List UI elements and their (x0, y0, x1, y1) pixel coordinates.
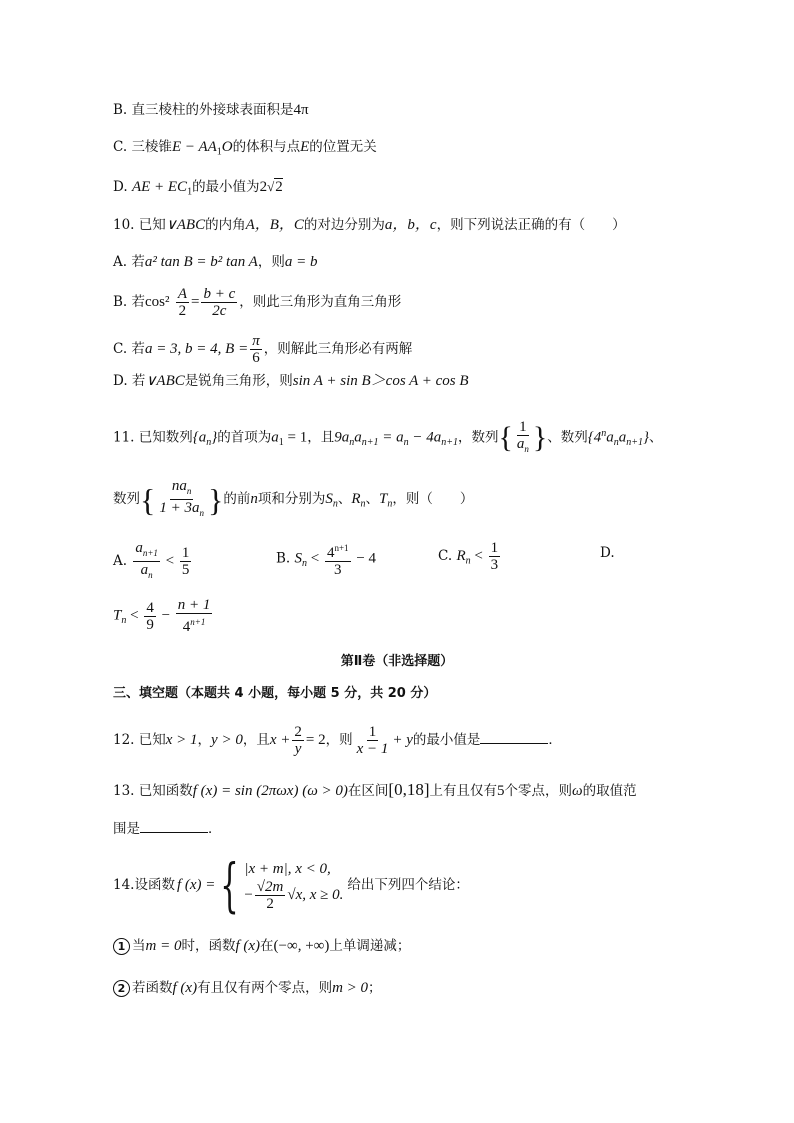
option-prefix: A. (113, 553, 132, 569)
q10-option-b (113, 286, 401, 319)
option-prefix: D. (600, 545, 615, 561)
q14-stem: 14. 设函数 f (x) = { |x + m|, x < 0, − $\frac{√2m}{2}$ √x, x ≥ 0. 给出下列四个结论： (113, 851, 469, 919)
math-expr: ∨ABC (165, 217, 206, 233)
fraction: $\frac{a_{n+1}}{a_n}$ (135, 540, 158, 580)
fraction: $\frac{1}{x - 1}$ (356, 724, 389, 757)
option-text: ，则 (257, 254, 285, 270)
stem-text: 已知数列 (138, 429, 193, 446)
subscript: 1 (187, 186, 193, 198)
q11-option-b: B. $S_n$ < $\frac{4^{n+1}}{3}$ − 4 (276, 540, 376, 578)
math-expr: E (300, 139, 310, 155)
fraction: $\frac{1}{5}$ (181, 545, 190, 578)
q10-option-a (113, 252, 317, 272)
piecewise-cases (244, 859, 343, 912)
q9-option-b (113, 100, 309, 120)
q10-option-d (113, 371, 469, 391)
math-expr: 2 (259, 179, 268, 195)
stem-text: 项和分别为 (257, 491, 326, 507)
option-prefix: B. (113, 102, 132, 118)
math-expr: a² tan B = b² tan A (144, 254, 258, 270)
stem-text: 已知 (138, 217, 166, 233)
math-expr: 4π (293, 102, 309, 118)
option-text: 三棱锥 (131, 139, 172, 155)
option-text: ，则此三角形为直角三角形 (239, 294, 402, 310)
stem-text: 数列 (113, 491, 140, 507)
option-prefix: B. (276, 550, 295, 567)
fraction: $\frac{2}{y}$ (294, 724, 302, 757)
q10-stem (113, 215, 626, 235)
option-prefix: A. 若 (113, 254, 145, 270)
answer-blank[interactable] (480, 729, 548, 744)
option-prefix: D. (113, 179, 132, 195)
q11-stem-line2: 数列{ $\frac{na_n}{1 + 3a_n}$ }的前n项和分别为$S_n$、$R_n$、$T_n$，则（ ） (113, 478, 473, 521)
stem-text: 的对边分别为 (303, 217, 385, 233)
stem-text: 的内角 (205, 217, 246, 233)
question-number: 14. (113, 877, 135, 893)
q13: 13. 已知函数f (x) = sin (2πωx) (ω > 0)在区间[0,18]上有且仅有5个零点，则ω的取值范 (113, 780, 637, 799)
math-expr: {4 (587, 429, 602, 446)
math-expr: E − AA (171, 139, 217, 155)
q13-line2: 围是 ． (113, 818, 222, 839)
fraction: $\frac{na_n}{1 + 3a_n}$ (159, 478, 204, 518)
stem-text: ，数列 (457, 429, 499, 446)
option-text: 直三棱柱的外接球表面积是 (131, 102, 294, 118)
math-expr: AE + EC (131, 179, 188, 195)
q11-option-d: $T_n$ < $\frac{4}{9}$ − $\frac{n + 1}{4^{n+1}}$ (113, 597, 211, 635)
q11-option-c: C. $R_n$ < $\frac{1}{3}$ (438, 540, 499, 573)
option-text: 的体积与点 (232, 139, 301, 155)
math-expr: 9a (334, 429, 350, 446)
circled-number: 1 (113, 938, 130, 955)
stem-text: 、 (649, 429, 663, 446)
q9-option-c (113, 137, 377, 163)
stem-text: ，则（ ） (392, 491, 474, 507)
math-expr: cos² (145, 294, 170, 310)
option-prefix: B. 若 (113, 294, 146, 310)
fraction: $\frac{1}{a_n}$ (516, 419, 529, 454)
q12: 12. 已知x > 1，y > 0，且x + $\frac{2}{y}$ = 2，则 $\frac{1}{x - 1}$ + y的最小值是 ． (113, 724, 562, 757)
sqrt-radicand: 2 (275, 179, 283, 195)
fraction: $\frac{\pi}{6}$ (252, 333, 260, 366)
stem-text: ，且 (307, 429, 335, 446)
math-expr: a (271, 429, 279, 446)
option-prefix: D. 若 (113, 373, 146, 389)
q10-option-c (113, 333, 412, 366)
stem-text: ，则下列说法正确的有（ ） (436, 217, 626, 233)
math-expr: A，B，C (245, 217, 304, 233)
q11-stem-line1: 11. 已知数列$\{a_n\}$的首项为$a_1 = 1$，且$9a_na_{n+1} = a_n - 4a_{n+1}$，数列{ $\frac{1}{a_n}$ }、数列$\{4^na_na_{n+1}\}$、 (113, 419, 663, 457)
case-1: |x + m|, x < 0, (244, 860, 331, 877)
q14-conclusion-2: 2 若函数f (x)有且仅有两个零点，则m > 0； (113, 978, 382, 998)
stem-text: 的首项为 (217, 429, 272, 446)
case-2: − $\frac{√2m}{2}$ √x, x ≥ 0. (244, 878, 344, 912)
subscript: 1 (216, 146, 222, 158)
math-expr: {a (192, 429, 207, 446)
q9-option-d: D. AE + $EC_1$的最小值为2√2 (113, 179, 283, 198)
fraction: $\frac{A}{2}$ (177, 286, 187, 319)
question-number: 13. (113, 783, 139, 799)
math-expr: ∨ABC (145, 373, 185, 389)
volume-title: 第Ⅱ卷（非选择题） (340, 654, 454, 669)
math-expr: a = b (284, 254, 318, 270)
q14-conclusion-1: 1 当m = 0时，函数f (x)在(−∞, +∞)上单调递减； (113, 936, 410, 956)
fraction: $\frac{4}{9}$ (146, 599, 154, 633)
fraction: $\frac{n + 1}{4^{n+1}}$ (177, 597, 211, 635)
math-expr: O (221, 139, 233, 155)
circled-number: 2 (113, 980, 130, 997)
option-text: 的最小值为 (192, 179, 260, 195)
section-title: 三、填空题（本题共 4 小题，每小题 5 分，共 20 分） (113, 686, 437, 701)
stem-text: 、数列 (547, 429, 588, 446)
option-prefix: C. (113, 139, 132, 155)
fraction: $\frac{1}{3}$ (490, 540, 499, 573)
question-number: 12. (113, 732, 139, 748)
math-expr: sin A + sin B＞cos A + cos B (292, 373, 469, 389)
option-text: ，则解此三角形必有两解 (263, 341, 413, 357)
fraction: $\frac{4^{n+1}}{3}$ (325, 540, 351, 578)
answer-blank[interactable] (140, 818, 208, 833)
piecewise-brace: { (220, 851, 240, 919)
math-expr: a = 3, b = 4, B = (144, 341, 249, 357)
option-text: 是锐角三角形，则 (184, 373, 293, 389)
option-prefix: C. 若 (113, 341, 145, 357)
math-expr: = (190, 294, 200, 310)
option-text: 的位置无关 (309, 139, 377, 155)
stem-text: 的前 (223, 491, 251, 507)
math-expr: a，b，c (384, 217, 437, 233)
fraction: $\frac{b + c}{2c}$ (203, 286, 236, 319)
q11-option-a: A. $\frac{a_{n+1}}{a_n}$ < $\frac{1}{5}$ (113, 540, 193, 583)
question-number: 10. (113, 217, 139, 233)
question-number: 11. (113, 429, 139, 446)
q11-option-d-prefix (600, 543, 615, 563)
option-prefix: C. (438, 548, 457, 564)
